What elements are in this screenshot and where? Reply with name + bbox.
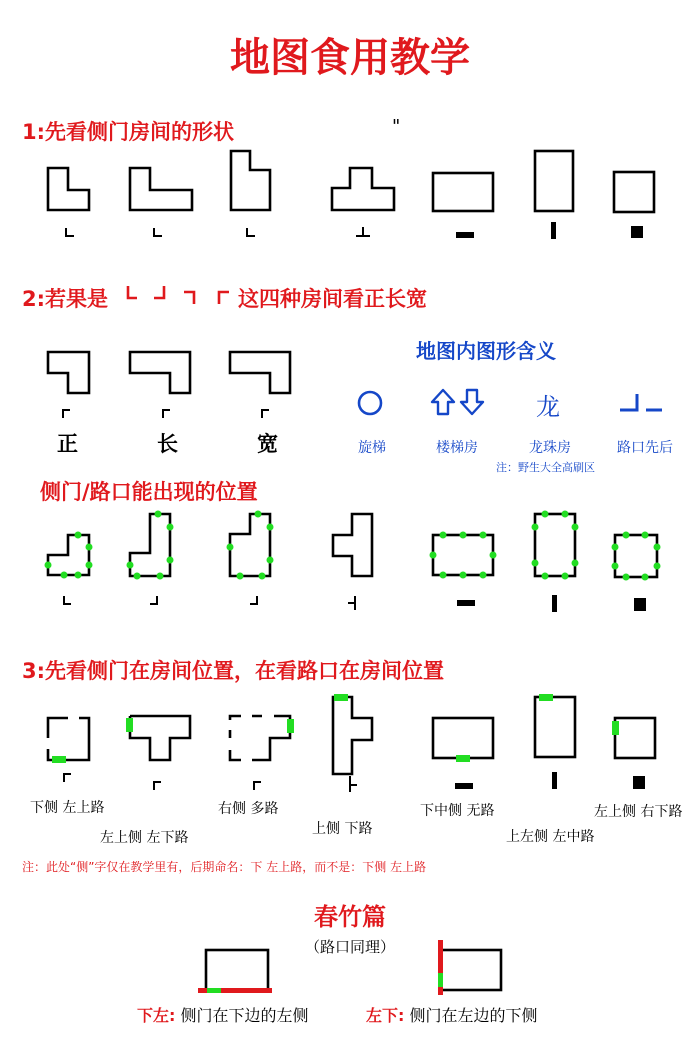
s3-square — [633, 776, 645, 789]
s1-symbol-corner-3 — [247, 228, 255, 236]
caption-1: 下侧 左上路 — [30, 800, 105, 816]
s2-room-chang — [130, 352, 190, 393]
label-chang: 长 — [157, 432, 178, 456]
doors-symbol-2 — [150, 596, 157, 604]
doors-symbol-4 — [348, 596, 355, 610]
label-kuan: 宽 — [257, 432, 278, 456]
bamboo-room-left-bottom — [438, 940, 501, 995]
s3-symbol-2 — [154, 782, 161, 790]
section-3-note: 注：此处“侧”字仅在教学里有，后期命名：下 左上路，而不是：下侧 左上路 — [22, 860, 427, 874]
s3-room-2 — [126, 716, 190, 760]
section-3-heading: 3:先看侧门在房间位置，在看路口在房间位置 — [22, 659, 445, 683]
doors-square — [634, 598, 646, 611]
s1-symbol-t — [356, 227, 370, 236]
s1-room-rect-tall — [535, 151, 573, 211]
s3-bar-wide — [455, 783, 473, 789]
stairs-up-arrow-icon — [432, 390, 454, 414]
s3-room-1 — [48, 718, 89, 763]
s2-symbol-kuan — [262, 410, 269, 418]
s2-glyph-1 — [128, 286, 137, 298]
doors-bar-tall — [552, 595, 557, 612]
bamboo-key-2: 左下: — [366, 1006, 405, 1025]
s2-symbol-zheng — [63, 410, 70, 418]
stray-mark: " — [392, 116, 401, 137]
caption-7: 左上侧 右下路 — [594, 804, 683, 820]
s3-symbol-3 — [254, 782, 261, 790]
doors-room-4 — [333, 514, 372, 576]
s1-room-square — [614, 172, 654, 212]
doors-room-7 — [612, 532, 661, 581]
s2-glyph-4 — [219, 292, 229, 304]
s2-room-zheng — [48, 352, 89, 393]
doors-heading: 侧门/路口能出现的位置 — [40, 480, 258, 504]
s3-room-7 — [612, 718, 655, 758]
doors-room-5 — [430, 532, 497, 579]
doors-room-3 — [227, 511, 274, 580]
legend-label-stairs: 楼梯房 — [436, 440, 478, 456]
s3-symbol-1 — [64, 774, 71, 782]
caption-5: 下中侧 无路 — [420, 803, 495, 819]
doors-room-6 — [532, 511, 579, 580]
legend-note: 注：野生大全高刷区 — [496, 461, 595, 474]
legend-label-spiral: 旋梯 — [358, 440, 386, 456]
s1-symbol-corner-2 — [154, 228, 162, 236]
s3-room-6 — [535, 694, 575, 757]
s1-room-l-small — [48, 168, 89, 210]
s1-symbol-bar-wide — [456, 232, 474, 238]
section-1-heading: 1:先看侧门房间的形状 — [22, 120, 235, 144]
bamboo-subtitle: （路口同理） — [304, 938, 395, 956]
doors-room-1 — [45, 532, 93, 579]
doors-symbol-1 — [64, 596, 71, 604]
bamboo-room-bottom-left — [198, 950, 272, 993]
label-zheng: 正 — [57, 432, 78, 456]
section-2-heading-prefix: 2:若果是 — [22, 287, 109, 311]
junction-order-icon — [620, 394, 662, 410]
doors-bar-wide — [457, 600, 475, 606]
s3-symbol-4 — [350, 776, 357, 792]
bamboo-key-1: 下左: — [137, 1006, 176, 1025]
s1-room-l-wide — [130, 168, 192, 210]
s3-room-3 — [230, 716, 294, 760]
s2-symbol-chang — [163, 410, 170, 418]
bamboo-desc-2: 侧门在左边的下侧 — [409, 1006, 538, 1025]
spiral-stairs-icon — [359, 392, 381, 414]
bamboo-desc-1: 侧门在下边的左侧 — [180, 1006, 309, 1025]
s2-room-kuan — [230, 352, 290, 393]
s3-room-4 — [333, 694, 372, 774]
s3-room-5 — [433, 718, 493, 762]
caption-3: 右侧 多路 — [218, 801, 279, 817]
s2-glyph-2 — [154, 286, 164, 298]
caption-6: 上左侧 左中路 — [506, 829, 595, 845]
legend-heading: 地图内图形含义 — [416, 339, 556, 363]
s1-symbol-square — [631, 226, 643, 238]
s1-room-rect-wide — [433, 173, 493, 211]
caption-4: 上侧 下路 — [312, 821, 373, 837]
doors-room-2 — [127, 511, 174, 580]
legend-label-junction: 路口先后 — [617, 440, 673, 456]
bamboo-heading: 春竹篇 — [314, 903, 386, 931]
caption-2: 左上侧 左下路 — [100, 830, 189, 846]
s2-glyph-3 — [184, 292, 194, 304]
stairs-down-arrow-icon — [461, 390, 483, 414]
s3-bar-tall — [552, 772, 557, 789]
dragon-glyph: 龙 — [536, 393, 560, 421]
s1-room-t — [332, 168, 394, 210]
s1-room-l-tall — [231, 151, 270, 210]
s1-symbol-corner-1 — [66, 228, 74, 236]
page-title: 地图食用教学 — [230, 35, 470, 81]
legend-label-dragon: 龙珠房 — [529, 440, 571, 456]
s1-symbol-bar-tall — [551, 222, 556, 239]
doors-symbol-3 — [250, 596, 257, 604]
section-2-heading-suffix: 这四种房间看正长宽 — [238, 287, 427, 311]
